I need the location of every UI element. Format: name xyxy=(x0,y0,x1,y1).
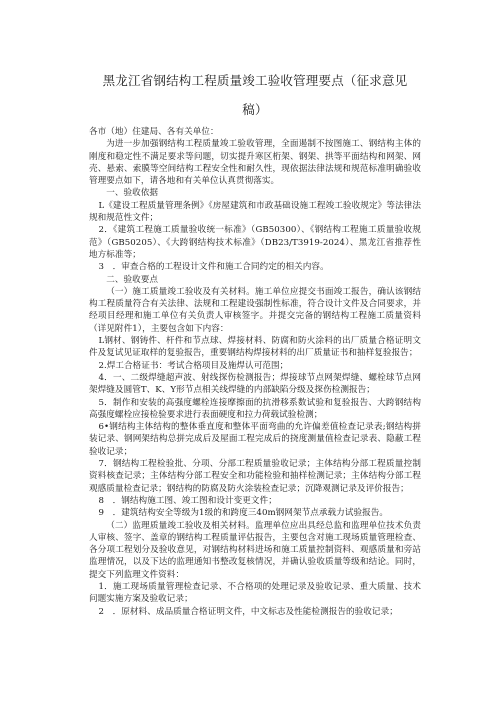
basis-item-2: 2．《建筑工程施工质量验收统一标准》（GB50300）、《钢结构工程施工质量验收规范》（GB50205）、《大跨钢结构技术标准》（DB23/T3919-2024）、黑龙江省推荐性地方标准等； xyxy=(89,225,421,260)
salutation: 各市（地）住建局、各有关单位： xyxy=(89,127,219,137)
section-heading-points: 二、验收要点 xyxy=(106,274,159,285)
construction-item-7: 7．钢结构工程检验批、分项、分部工程质量验收记录；主体结构分部工程质量控制资料核查记录；主体结构分部工程安全和功能检验和抽样检测记录；主体结构分部工程观感质量检查记录；钢结构的防腐及防火涂装检查记录；沉降观测记录及评价报告； xyxy=(89,459,421,494)
title-line-1: 黑龙江省钢结构工程质量竣工验收管理要点（征求意见 xyxy=(102,73,408,88)
point-supervision-paragraph: （二）监理质量竣工验收及相关材料。监理单位应出具经总监和监理单位技术负责人审核、签字、盖章的钢结构工程质量评估报告，主要包含对施工现场质量管理检查、各分项工程划分及验收意见，对钢结构材料进场和施工质量控制资料、观感质量和旁站监理情况，以及下达的监理通知书整改复核情况，并确认验收质量等级和结论。同时，提交下列监理文件资料： xyxy=(89,520,421,580)
intro-paragraph: 为进一步加强钢结构工程质量竣工验收管理，全面遏制不按图施工、钢结构主体的刚度和稳定性不满足要求等问题，切实提升寒区桁架、钢架、拱等平面结构和网架、网壳、悬索、索膜等空间结构工程安全性和耐久性，现依据法律法规和规范标准明确验收管理要点如下，请各地和有关单位认真贯彻落实。 xyxy=(89,139,421,187)
document-title xyxy=(70,66,440,124)
construction-item-8: 8 ．钢结构施工图、竣工图和设计变更文件； xyxy=(98,495,277,506)
supervision-item-1: 1．施工现场质量管理检查记录、不合格项的处理记录及验收记录、重大质量、技术问题实施方案及验收记录； xyxy=(89,581,421,605)
point-construction-paragraph: （一）施工质量竣工验收及有关材料。施工单位应提交书面竣工报告，确认该钢结构工程质量符合有关法律、法规和工程建设强制性标准，符合设计文件及合同要求，并经项目经理和施工单位有关负责人审核签字。并提交完备的钢结构工程施工质量资料（详见附件1），主要包含如下内容： xyxy=(89,286,421,334)
supervision-item-2: 2 ．原材料、成品质量合格证明文件，中文标志及性能检测报告的验收记录； xyxy=(98,606,398,617)
construction-item-6: 6•钢结构主体结构的整体垂直度和整体平面弯曲的允许偏差值检查记录表;钢结构拼装记录、钢网架结构总拼完成后及屋面工程完成后的挠度测量值检查记录表、隐蔽工程验收记录； xyxy=(89,422,421,457)
document-body xyxy=(89,126,421,618)
construction-item-1: L钢材、钢铸件、杆件和节点球、焊接材料、防腐和防火涂料的出厂质量合格证明文件及复试见证取样的复验报告，重要钢结构焊接材料的出厂质量证书和抽样复验报告； xyxy=(89,336,421,359)
construction-item-2: 2.焊工合格证书：考试合格项目及施焊认可范围； xyxy=(98,360,289,371)
section-heading-basis: 一、验收依据 xyxy=(106,188,159,199)
construction-item-9: 9 ．建筑结构安全等级为1级的和跨度三40m钢网架节点承载力试验报告。 xyxy=(98,508,389,519)
construction-item-5: 5．制作和安装的高强度螺栓连接摩擦面的抗滑移系数试验和复验报告、大跨钢结构高强度螺栓应接检验要求进行表面硬度和拉力荷载试验检测； xyxy=(89,397,421,420)
construction-item-4: 4．一、二级焊缝超声波、射线探伤检测报告；焊接球节点网架焊缝、螺栓球节点网架焊缝及圆管T、K、Y形节点相关线焊缝的内部缺陷分级及探伤检测报告； xyxy=(89,372,421,396)
basis-item-1: L《建设工程质量管理条例》《房屋建筑和市政基础设施工程竣工验收规定》等法律法规和规范性文件； xyxy=(89,200,421,224)
basis-item-3: 3 ．审查合格的工程设计文件和施工合同约定的相关内容。 xyxy=(98,262,329,273)
title-line-2: 稿） xyxy=(242,102,268,117)
